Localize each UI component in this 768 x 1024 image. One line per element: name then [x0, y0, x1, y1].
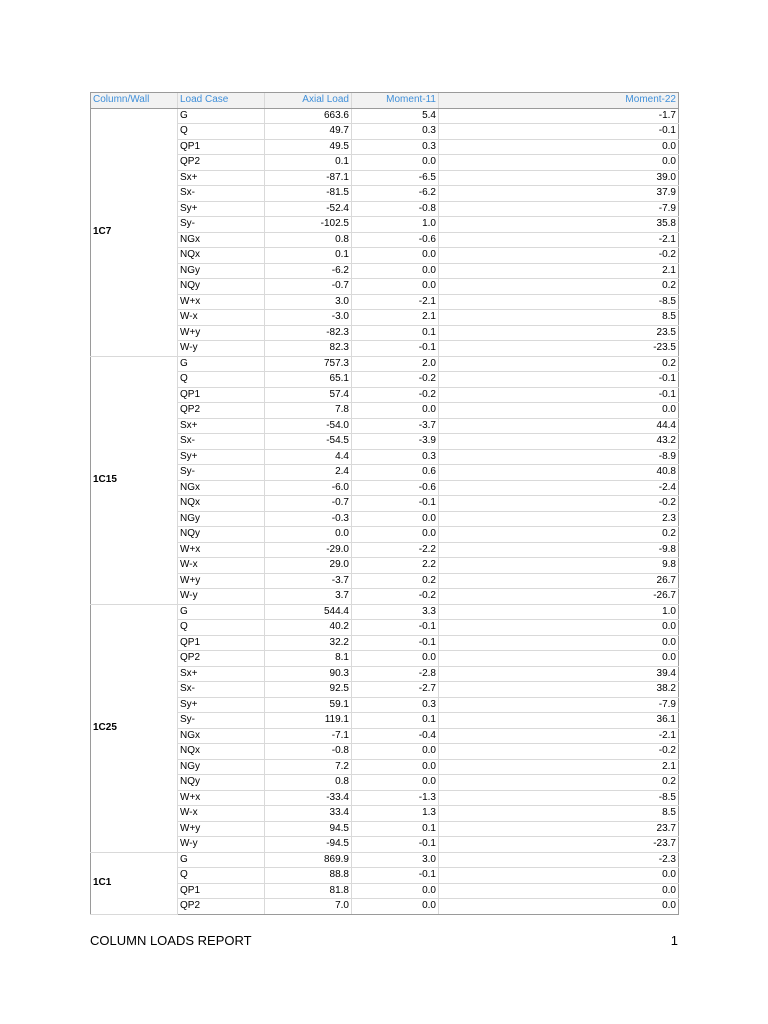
moment-11-cell: -0.1: [352, 868, 439, 884]
moment-22-cell: -0.1: [439, 124, 679, 140]
moment-11-cell: -3.9: [352, 434, 439, 450]
axial-load-cell: 59.1: [265, 697, 352, 713]
moment-22-cell: 39.0: [439, 170, 679, 186]
moment-22-cell: 0.2: [439, 356, 679, 372]
moment-22-cell: -2.4: [439, 480, 679, 496]
load-case-cell: NGx: [178, 232, 265, 248]
column-wall-cell: 1C15: [91, 356, 178, 604]
moment-11-cell: 1.3: [352, 806, 439, 822]
moment-11-cell: 0.1: [352, 821, 439, 837]
load-case-cell: Sy-: [178, 217, 265, 233]
moment-22-cell: 23.7: [439, 821, 679, 837]
moment-22-cell: -0.2: [439, 248, 679, 264]
header-moment-11: Moment-11: [352, 93, 439, 109]
axial-load-cell: -6.0: [265, 480, 352, 496]
table-row: [91, 806, 679, 822]
axial-load-cell: 57.4: [265, 387, 352, 403]
axial-load-cell: 869.9: [265, 852, 352, 868]
load-case-cell: W-x: [178, 310, 265, 326]
moment-22-cell: -26.7: [439, 589, 679, 605]
moment-22-cell: 40.8: [439, 465, 679, 481]
header-moment-22: Moment-22: [439, 93, 679, 109]
moment-11-cell: -3.7: [352, 418, 439, 434]
moment-11-cell: -0.6: [352, 232, 439, 248]
moment-22-cell: 0.2: [439, 775, 679, 791]
moment-22-cell: 39.4: [439, 666, 679, 682]
load-case-cell: Sx-: [178, 186, 265, 202]
load-case-cell: G: [178, 108, 265, 124]
moment-11-cell: 5.4: [352, 108, 439, 124]
load-case-cell: Sx-: [178, 434, 265, 450]
moment-11-cell: -6.2: [352, 186, 439, 202]
load-case-cell: W-y: [178, 341, 265, 357]
axial-load-cell: 32.2: [265, 635, 352, 651]
moment-11-cell: 3.0: [352, 852, 439, 868]
table-row: [91, 263, 679, 279]
table-row: [91, 124, 679, 140]
load-case-cell: NQy: [178, 527, 265, 543]
table-row: [91, 325, 679, 341]
table-row: [91, 852, 679, 868]
load-case-cell: QP2: [178, 155, 265, 171]
moment-22-cell: 0.0: [439, 883, 679, 899]
axial-load-cell: 119.1: [265, 713, 352, 729]
table-row: [91, 899, 679, 915]
table-row: [91, 465, 679, 481]
table-row: [91, 790, 679, 806]
moment-11-cell: -0.1: [352, 496, 439, 512]
load-case-cell: W+x: [178, 294, 265, 310]
table-row: [91, 434, 679, 450]
moment-22-cell: 8.5: [439, 806, 679, 822]
load-case-cell: NGy: [178, 759, 265, 775]
axial-load-cell: 3.0: [265, 294, 352, 310]
moment-11-cell: 3.3: [352, 604, 439, 620]
moment-22-cell: -7.9: [439, 697, 679, 713]
moment-11-cell: 0.0: [352, 263, 439, 279]
table-row: [91, 775, 679, 791]
moment-22-cell: 0.0: [439, 139, 679, 155]
axial-load-cell: -0.7: [265, 279, 352, 295]
load-case-cell: QP1: [178, 139, 265, 155]
header-load-case: Load Case: [178, 93, 265, 109]
moment-11-cell: -2.7: [352, 682, 439, 698]
load-case-cell: QP1: [178, 883, 265, 899]
moment-22-cell: -23.5: [439, 341, 679, 357]
axial-load-cell: -94.5: [265, 837, 352, 853]
load-case-cell: Sy+: [178, 449, 265, 465]
load-case-cell: NQx: [178, 248, 265, 264]
moment-22-cell: -9.8: [439, 542, 679, 558]
table-row: [91, 527, 679, 543]
moment-22-cell: -0.2: [439, 744, 679, 760]
moment-11-cell: 2.0: [352, 356, 439, 372]
load-case-cell: QP2: [178, 651, 265, 667]
table-row: [91, 868, 679, 884]
moment-22-cell: 35.8: [439, 217, 679, 233]
axial-load-cell: 4.4: [265, 449, 352, 465]
table-row: [91, 511, 679, 527]
table-row: [91, 201, 679, 217]
axial-load-cell: 49.7: [265, 124, 352, 140]
table-row: [91, 155, 679, 171]
load-case-cell: W+x: [178, 790, 265, 806]
load-case-cell: QP1: [178, 387, 265, 403]
moment-11-cell: -0.6: [352, 480, 439, 496]
table-row: [91, 372, 679, 388]
table-row: [91, 108, 679, 124]
moment-11-cell: 0.0: [352, 759, 439, 775]
moment-11-cell: 0.0: [352, 883, 439, 899]
load-case-cell: W+x: [178, 542, 265, 558]
axial-load-cell: -54.5: [265, 434, 352, 450]
axial-load-cell: 82.3: [265, 341, 352, 357]
moment-11-cell: -0.1: [352, 635, 439, 651]
moment-22-cell: 0.0: [439, 899, 679, 915]
axial-load-cell: 0.1: [265, 155, 352, 171]
load-case-cell: Sx+: [178, 170, 265, 186]
moment-22-cell: -0.1: [439, 372, 679, 388]
moment-22-cell: 0.0: [439, 155, 679, 171]
moment-11-cell: 0.0: [352, 155, 439, 171]
table-row: [91, 666, 679, 682]
moment-11-cell: 2.1: [352, 310, 439, 326]
axial-load-cell: -33.4: [265, 790, 352, 806]
page-number: 1: [670, 933, 678, 948]
axial-load-cell: 92.5: [265, 682, 352, 698]
table-row: [91, 310, 679, 326]
axial-load-cell: -81.5: [265, 186, 352, 202]
load-case-cell: G: [178, 604, 265, 620]
moment-22-cell: 0.0: [439, 635, 679, 651]
axial-load-cell: 81.8: [265, 883, 352, 899]
axial-load-cell: 33.4: [265, 806, 352, 822]
moment-11-cell: -0.2: [352, 372, 439, 388]
table-row: [91, 542, 679, 558]
table-row: [91, 635, 679, 651]
table-row: [91, 620, 679, 636]
moment-11-cell: -1.3: [352, 790, 439, 806]
moment-22-cell: -8.5: [439, 294, 679, 310]
table-row: [91, 651, 679, 667]
table-row: [91, 728, 679, 744]
table-row: [91, 713, 679, 729]
moment-22-cell: -2.3: [439, 852, 679, 868]
table-row: [91, 558, 679, 574]
axial-load-cell: 49.5: [265, 139, 352, 155]
load-case-cell: QP2: [178, 899, 265, 915]
table-row: [91, 604, 679, 620]
moment-22-cell: 0.2: [439, 527, 679, 543]
moment-22-cell: -0.2: [439, 496, 679, 512]
moment-11-cell: -0.1: [352, 837, 439, 853]
table-row: [91, 403, 679, 419]
moment-11-cell: -6.5: [352, 170, 439, 186]
moment-11-cell: -0.4: [352, 728, 439, 744]
table-row: [91, 682, 679, 698]
table-row: [91, 294, 679, 310]
table-row: [91, 496, 679, 512]
header-column-wall: Column/Wall: [91, 93, 178, 109]
load-case-cell: Sy-: [178, 713, 265, 729]
axial-load-cell: -7.1: [265, 728, 352, 744]
column-loads-table: [90, 92, 679, 915]
load-case-cell: Sx-: [178, 682, 265, 698]
moment-11-cell: -2.2: [352, 542, 439, 558]
moment-22-cell: 8.5: [439, 310, 679, 326]
load-case-cell: W-y: [178, 837, 265, 853]
axial-load-cell: -3.0: [265, 310, 352, 326]
moment-11-cell: 0.0: [352, 511, 439, 527]
moment-22-cell: -23.7: [439, 837, 679, 853]
load-case-cell: NGy: [178, 511, 265, 527]
moment-11-cell: -0.1: [352, 620, 439, 636]
table-row: [91, 449, 679, 465]
moment-11-cell: 1.0: [352, 217, 439, 233]
axial-load-cell: -0.8: [265, 744, 352, 760]
axial-load-cell: 757.3: [265, 356, 352, 372]
moment-11-cell: 0.0: [352, 279, 439, 295]
axial-load-cell: -0.7: [265, 496, 352, 512]
load-case-cell: Q: [178, 868, 265, 884]
load-case-cell: W+y: [178, 325, 265, 341]
report-title: COLUMN LOADS REPORT: [90, 933, 252, 948]
axial-load-cell: -87.1: [265, 170, 352, 186]
axial-load-cell: -6.2: [265, 263, 352, 279]
table-row: [91, 139, 679, 155]
axial-load-cell: 2.4: [265, 465, 352, 481]
load-case-cell: Sx+: [178, 666, 265, 682]
load-case-cell: Q: [178, 372, 265, 388]
moment-22-cell: 23.5: [439, 325, 679, 341]
moment-22-cell: 44.4: [439, 418, 679, 434]
moment-22-cell: 0.0: [439, 651, 679, 667]
moment-22-cell: 0.0: [439, 403, 679, 419]
axial-load-cell: 29.0: [265, 558, 352, 574]
moment-11-cell: 0.3: [352, 449, 439, 465]
table-body: [91, 108, 679, 914]
axial-load-cell: -82.3: [265, 325, 352, 341]
moment-22-cell: -2.1: [439, 728, 679, 744]
load-case-cell: G: [178, 356, 265, 372]
moment-22-cell: 1.0: [439, 604, 679, 620]
moment-22-cell: 2.3: [439, 511, 679, 527]
moment-11-cell: 0.0: [352, 403, 439, 419]
moment-11-cell: -0.2: [352, 387, 439, 403]
moment-11-cell: 0.0: [352, 248, 439, 264]
moment-22-cell: -0.1: [439, 387, 679, 403]
table-row: [91, 418, 679, 434]
moment-11-cell: 0.6: [352, 465, 439, 481]
table-row: [91, 480, 679, 496]
moment-22-cell: -7.9: [439, 201, 679, 217]
load-case-cell: NQy: [178, 279, 265, 295]
moment-22-cell: 0.0: [439, 620, 679, 636]
moment-11-cell: 0.0: [352, 651, 439, 667]
table-row: [91, 248, 679, 264]
moment-11-cell: 0.3: [352, 139, 439, 155]
table-row: [91, 186, 679, 202]
moment-22-cell: -8.5: [439, 790, 679, 806]
table-row: [91, 744, 679, 760]
axial-load-cell: -29.0: [265, 542, 352, 558]
axial-load-cell: 7.0: [265, 899, 352, 915]
table-row: [91, 883, 679, 899]
moment-22-cell: 9.8: [439, 558, 679, 574]
axial-load-cell: 3.7: [265, 589, 352, 605]
moment-22-cell: 2.1: [439, 759, 679, 775]
moment-11-cell: -0.2: [352, 589, 439, 605]
axial-load-cell: -102.5: [265, 217, 352, 233]
moment-22-cell: -8.9: [439, 449, 679, 465]
table-row: [91, 697, 679, 713]
axial-load-cell: 40.2: [265, 620, 352, 636]
moment-22-cell: 37.9: [439, 186, 679, 202]
moment-11-cell: 0.1: [352, 713, 439, 729]
load-case-cell: Sy+: [178, 201, 265, 217]
load-case-cell: W-y: [178, 589, 265, 605]
load-case-cell: Sx+: [178, 418, 265, 434]
load-case-cell: W+y: [178, 821, 265, 837]
axial-load-cell: 0.8: [265, 775, 352, 791]
load-case-cell: NGx: [178, 728, 265, 744]
table-row: [91, 170, 679, 186]
moment-22-cell: 2.1: [439, 263, 679, 279]
table-row: [91, 356, 679, 372]
header-axial-load: Axial Load: [265, 93, 352, 109]
load-case-cell: NQy: [178, 775, 265, 791]
moment-11-cell: 0.0: [352, 527, 439, 543]
moment-11-cell: -2.1: [352, 294, 439, 310]
axial-load-cell: -0.3: [265, 511, 352, 527]
load-case-cell: Sy+: [178, 697, 265, 713]
axial-load-cell: 88.8: [265, 868, 352, 884]
moment-11-cell: -0.8: [352, 201, 439, 217]
load-case-cell: NQx: [178, 744, 265, 760]
table-row: [91, 387, 679, 403]
moment-11-cell: 0.1: [352, 325, 439, 341]
axial-load-cell: 7.8: [265, 403, 352, 419]
moment-22-cell: 38.2: [439, 682, 679, 698]
moment-22-cell: 43.2: [439, 434, 679, 450]
load-case-cell: NQx: [178, 496, 265, 512]
load-case-cell: W-x: [178, 806, 265, 822]
moment-11-cell: -2.8: [352, 666, 439, 682]
table-row: [91, 232, 679, 248]
moment-22-cell: -2.1: [439, 232, 679, 248]
moment-11-cell: 2.2: [352, 558, 439, 574]
moment-22-cell: 36.1: [439, 713, 679, 729]
load-case-cell: Q: [178, 620, 265, 636]
load-case-cell: NGx: [178, 480, 265, 496]
axial-load-cell: -52.4: [265, 201, 352, 217]
column-wall-cell: 1C1: [91, 852, 178, 914]
load-case-cell: W-x: [178, 558, 265, 574]
load-case-cell: W+y: [178, 573, 265, 589]
load-case-cell: QP2: [178, 403, 265, 419]
moment-11-cell: 0.3: [352, 124, 439, 140]
moment-11-cell: 0.0: [352, 899, 439, 915]
moment-22-cell: 26.7: [439, 573, 679, 589]
axial-load-cell: 94.5: [265, 821, 352, 837]
axial-load-cell: 90.3: [265, 666, 352, 682]
table-row: [91, 589, 679, 605]
axial-load-cell: 663.6: [265, 108, 352, 124]
axial-load-cell: 65.1: [265, 372, 352, 388]
moment-11-cell: 0.0: [352, 744, 439, 760]
axial-load-cell: 544.4: [265, 604, 352, 620]
axial-load-cell: 0.8: [265, 232, 352, 248]
moment-11-cell: 0.0: [352, 775, 439, 791]
axial-load-cell: -54.0: [265, 418, 352, 434]
axial-load-cell: -3.7: [265, 573, 352, 589]
table-row: [91, 837, 679, 853]
column-wall-cell: 1C7: [91, 108, 178, 356]
table-row: [91, 279, 679, 295]
load-case-cell: QP1: [178, 635, 265, 651]
load-case-cell: Q: [178, 124, 265, 140]
table-row: [91, 217, 679, 233]
table-row: [91, 821, 679, 837]
moment-22-cell: 0.2: [439, 279, 679, 295]
axial-load-cell: 7.2: [265, 759, 352, 775]
column-wall-cell: 1C25: [91, 604, 178, 852]
table-header-row: [91, 93, 679, 109]
axial-load-cell: 0.1: [265, 248, 352, 264]
moment-11-cell: 0.3: [352, 697, 439, 713]
table-row: [91, 759, 679, 775]
load-case-cell: NGy: [178, 263, 265, 279]
load-case-cell: Sy-: [178, 465, 265, 481]
moment-22-cell: 0.0: [439, 868, 679, 884]
moment-11-cell: -0.1: [352, 341, 439, 357]
moment-22-cell: -1.7: [439, 108, 679, 124]
moment-11-cell: 0.2: [352, 573, 439, 589]
table-row: [91, 341, 679, 357]
axial-load-cell: 0.0: [265, 527, 352, 543]
load-case-cell: G: [178, 852, 265, 868]
axial-load-cell: 8.1: [265, 651, 352, 667]
table-row: [91, 573, 679, 589]
